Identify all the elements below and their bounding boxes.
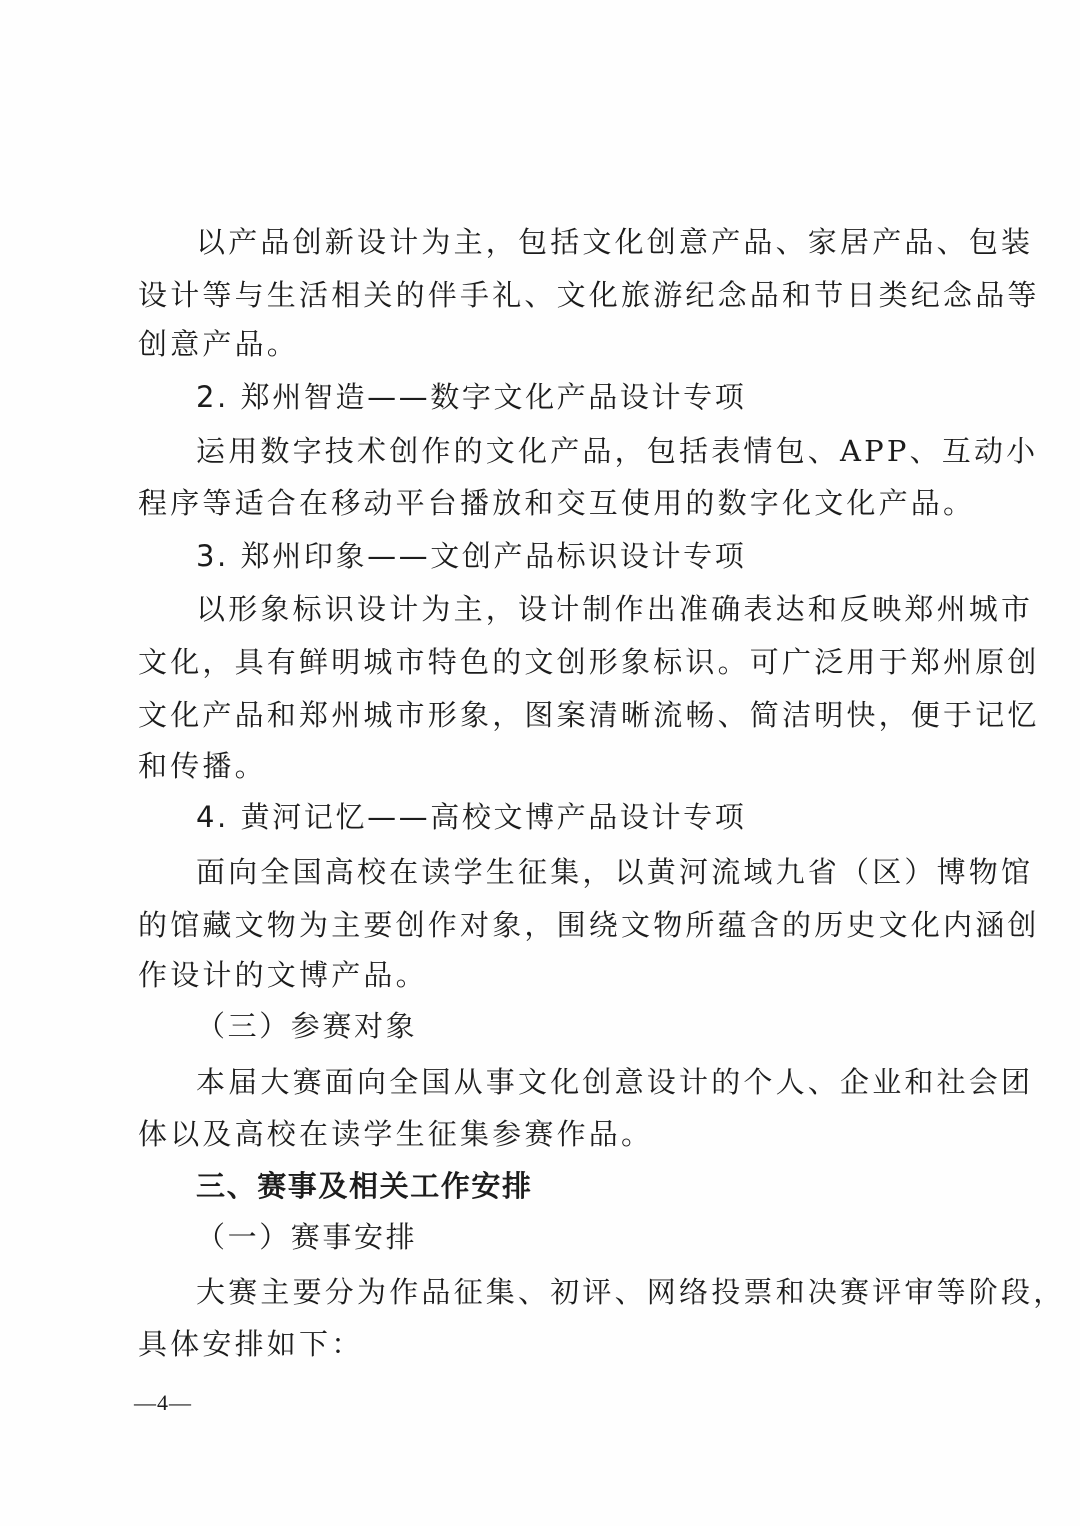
paragraph-line: 大赛主要分为作品征集、初评、网络投票和决赛评审等阶段， [196,1275,1066,1309]
paragraph-line: 以产品创新设计为主，包括文化创意产品、家居产品、包装 [196,225,1034,259]
subsection-heading: 2. 郑州智造——数字文化产品设计专项 [196,380,747,414]
paragraph-line: 面向全国高校在读学生征集，以黄河流域九省（区）博物馆 [196,855,1034,889]
paragraph-line: 体以及高校在读学生征集参赛作品。 [138,1117,654,1151]
page-number: —4— [134,1390,192,1415]
section-heading: （三）参赛对象 [196,1009,418,1043]
section-heading: （一）赛事安排 [196,1220,418,1254]
subsection-heading: 4. 黄河记忆——高校文博产品设计专项 [196,800,747,834]
paragraph-line: 创意产品。 [138,327,300,361]
paragraph-line: 文化产品和郑州城市形象，图案清晰流畅、简洁明快，便于记忆 [138,698,1040,732]
paragraph-line: 运用数字技术创作的文化产品，包括表情包、APP、互动小 [196,434,1039,468]
paragraph-line: 设计等与生活相关的伴手礼、文化旅游纪念品和节日类纪念品等 [138,278,1040,312]
paragraph-line: 文化，具有鲜明城市特色的文创形象标识。可广泛用于郑州原创 [138,645,1040,679]
paragraph-line: 的馆藏文物为主要创作对象，围绕文物所蕴含的历史文化内涵创 [138,908,1040,942]
paragraph-line: 作设计的文博产品。 [138,958,428,992]
paragraph-line: 具体安排如下： [138,1327,364,1361]
subsection-heading: 3. 郑州印象——文创产品标识设计专项 [196,539,747,573]
paragraph-line: 程序等适合在移动平台播放和交互使用的数字化文化产品。 [138,486,976,520]
paragraph-line: 以形象标识设计为主，设计制作出准确表达和反映郑州城市 [196,592,1034,626]
paragraph-line: 本届大赛面向全国从事文化创意设计的个人、企业和社会团 [196,1065,1034,1099]
paragraph-line: 和传播。 [138,749,267,783]
chapter-heading: 三、赛事及相关工作安排 [196,1169,533,1203]
